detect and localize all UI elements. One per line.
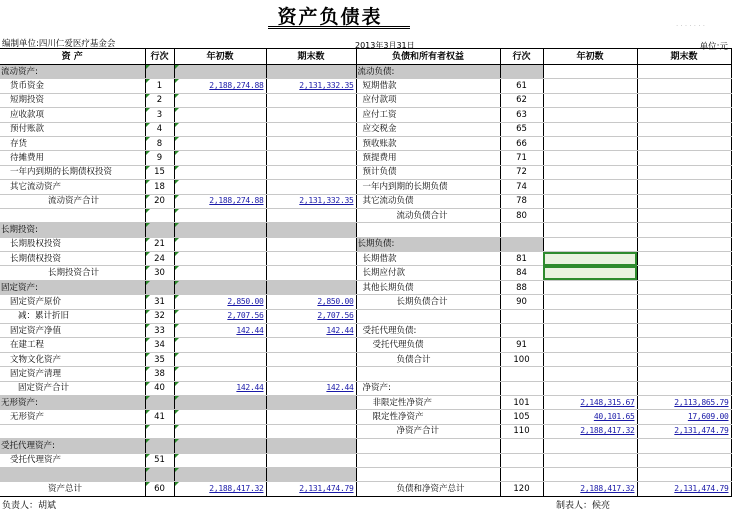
liability-line-no[interactable]: [500, 381, 543, 395]
liability-line-no[interactable]: 65: [500, 122, 543, 136]
liability-label[interactable]: 长期应付款: [356, 266, 500, 280]
asset-begin-value[interactable]: [174, 367, 266, 381]
liability-label[interactable]: [356, 367, 500, 381]
asset-line-no[interactable]: 2: [145, 93, 174, 107]
liability-end-value[interactable]: [637, 352, 731, 366]
asset-label[interactable]: 固定资产清理: [0, 367, 145, 381]
liability-label[interactable]: 限定性净资产: [356, 410, 500, 424]
liability-line-no[interactable]: 101: [500, 395, 543, 409]
asset-begin-value[interactable]: [174, 395, 266, 409]
liability-label[interactable]: 其它流动负债: [356, 194, 500, 208]
asset-end-value[interactable]: [266, 252, 356, 266]
asset-label[interactable]: 在建工程: [0, 338, 145, 352]
asset-begin-value[interactable]: [174, 237, 266, 251]
liability-label[interactable]: 其他长期负债: [356, 280, 500, 294]
table-row: [0, 237, 731, 251]
asset-label[interactable]: [0, 467, 145, 481]
table-row: [0, 151, 731, 165]
asset-line-no[interactable]: 41: [145, 410, 174, 424]
liability-label[interactable]: 净资产:: [356, 381, 500, 395]
liability-label[interactable]: 非限定性净资产: [356, 395, 500, 409]
liability-end-value[interactable]: [637, 136, 731, 150]
liability-begin-value[interactable]: [543, 136, 637, 150]
liability-line-no[interactable]: 63: [500, 108, 543, 122]
asset-begin-value[interactable]: [174, 122, 266, 136]
liability-label[interactable]: [356, 439, 500, 453]
asset-begin-value[interactable]: [174, 467, 266, 481]
asset-label[interactable]: 无形资产: [0, 410, 145, 424]
asset-begin-value[interactable]: 2,188,274.88: [174, 194, 266, 208]
balance-sheet-table: [0, 48, 732, 497]
liability-line-no[interactable]: 61: [500, 79, 543, 93]
asset-label[interactable]: 短期投资: [0, 93, 145, 107]
asset-label[interactable]: 一年内到期的长期债权投资: [0, 165, 145, 179]
liability-begin-value[interactable]: [543, 223, 637, 237]
title-underline-2: [268, 28, 410, 29]
liability-label[interactable]: 净资产合计: [356, 424, 500, 438]
footer-preparer: 制表人：候亮: [556, 501, 611, 511]
liability-end-value[interactable]: [637, 165, 731, 179]
asset-label[interactable]: 存货: [0, 136, 145, 150]
asset-label[interactable]: 流动资产合计: [0, 194, 145, 208]
asset-begin-value[interactable]: [174, 93, 266, 107]
liability-begin-value[interactable]: [543, 367, 637, 381]
liability-begin-value[interactable]: [543, 252, 637, 266]
liability-end-value[interactable]: [637, 381, 731, 395]
table-row: [0, 381, 731, 395]
table-row: [0, 223, 731, 237]
liability-end-value[interactable]: 2,131,474.79: [637, 482, 731, 496]
asset-label[interactable]: 长期股权投资: [0, 237, 145, 251]
liability-end-value[interactable]: [637, 93, 731, 107]
table-row: [0, 165, 731, 179]
asset-begin-value[interactable]: [174, 223, 266, 237]
asset-begin-value[interactable]: 2,188,274.88: [174, 79, 266, 93]
asset-label[interactable]: 减：累计折旧: [0, 309, 145, 323]
asset-end-value[interactable]: 2,707.56: [266, 309, 356, 323]
org-label: 编制单位:四川仁爱医疗基金会: [2, 39, 116, 49]
liability-line-no[interactable]: [500, 237, 543, 251]
asset-end-value[interactable]: [266, 410, 356, 424]
asset-line-no[interactable]: [145, 65, 174, 79]
asset-begin-value[interactable]: [174, 410, 266, 424]
table-row: [0, 453, 731, 467]
asset-line-no[interactable]: [145, 467, 174, 481]
liability-begin-value[interactable]: [543, 266, 637, 280]
liability-begin-value[interactable]: [543, 65, 637, 79]
liability-end-value[interactable]: [637, 208, 731, 222]
liability-line-no[interactable]: 71: [500, 151, 543, 165]
liability-end-value[interactable]: [637, 338, 731, 352]
liability-end-value[interactable]: 2,113,865.79: [637, 395, 731, 409]
unit-label: 单位:元: [699, 42, 728, 52]
liability-end-value[interactable]: 2,131,474.79: [637, 424, 731, 438]
asset-label[interactable]: 其它流动资产: [0, 180, 145, 194]
asset-end-value[interactable]: 142.44: [266, 324, 356, 338]
asset-label[interactable]: 固定资产净值: [0, 324, 145, 338]
asset-line-no[interactable]: [145, 208, 174, 222]
liability-line-no[interactable]: [500, 309, 543, 323]
asset-end-value[interactable]: 2,131,332.35: [266, 79, 356, 93]
liability-line-no[interactable]: [500, 65, 543, 79]
asset-line-no[interactable]: 33: [145, 324, 174, 338]
table-row: [0, 424, 731, 438]
table-row: [0, 439, 731, 453]
liability-label[interactable]: 预计负债: [356, 165, 500, 179]
header-end: 期末数: [266, 49, 356, 65]
asset-line-no[interactable]: 15: [145, 165, 174, 179]
title-underline: [268, 26, 410, 27]
liability-line-no[interactable]: [500, 324, 543, 338]
liability-end-value[interactable]: [637, 151, 731, 165]
asset-end-value[interactable]: [266, 237, 356, 251]
asset-line-no[interactable]: 24: [145, 252, 174, 266]
liability-label[interactable]: 长期负债合计: [356, 295, 500, 309]
liability-begin-value[interactable]: [543, 194, 637, 208]
liability-end-value[interactable]: [637, 266, 731, 280]
asset-end-value[interactable]: [266, 223, 356, 237]
liability-line-no[interactable]: 100: [500, 352, 543, 366]
liability-label[interactable]: 长期负债:: [356, 237, 500, 251]
liability-end-value[interactable]: [637, 467, 731, 481]
asset-line-no[interactable]: [145, 223, 174, 237]
asset-label[interactable]: [0, 208, 145, 222]
table-row: [0, 367, 731, 381]
table-row: [0, 338, 731, 352]
asset-end-value[interactable]: [266, 180, 356, 194]
liability-line-no[interactable]: [500, 453, 543, 467]
asset-line-no[interactable]: 8: [145, 136, 174, 150]
liability-end-value[interactable]: [637, 180, 731, 194]
table-row: [0, 266, 731, 280]
table-row: [0, 309, 731, 323]
asset-line-no[interactable]: 4: [145, 122, 174, 136]
asset-line-no[interactable]: 18: [145, 180, 174, 194]
liability-label[interactable]: 负债合计: [356, 352, 500, 366]
liability-end-value[interactable]: [637, 367, 731, 381]
asset-end-value[interactable]: [266, 208, 356, 222]
asset-begin-value[interactable]: 142.44: [174, 324, 266, 338]
table-row: [0, 482, 731, 496]
asset-label[interactable]: 固定资产:: [0, 280, 145, 294]
liability-label[interactable]: 长期借款: [356, 252, 500, 266]
asset-label[interactable]: 长期债权投资: [0, 252, 145, 266]
liability-label[interactable]: 受托代理负债: [356, 338, 500, 352]
liability-begin-value[interactable]: [543, 295, 637, 309]
asset-begin-value[interactable]: 2,188,417.32: [174, 482, 266, 496]
liability-line-no[interactable]: 62: [500, 93, 543, 107]
liability-line-no[interactable]: [500, 367, 543, 381]
asset-begin-value[interactable]: [174, 180, 266, 194]
liability-line-no[interactable]: 78: [500, 194, 543, 208]
liability-end-value[interactable]: [637, 194, 731, 208]
asset-line-no[interactable]: 31: [145, 295, 174, 309]
asset-begin-value[interactable]: [174, 280, 266, 294]
table-row: [0, 467, 731, 481]
asset-end-value[interactable]: 2,850.00: [266, 295, 356, 309]
liability-begin-value[interactable]: [543, 93, 637, 107]
header-line-no: 行次: [145, 49, 174, 65]
liability-end-value[interactable]: [637, 108, 731, 122]
asset-line-no[interactable]: 1: [145, 79, 174, 93]
asset-end-value[interactable]: 142.44: [266, 381, 356, 395]
liability-line-no[interactable]: [500, 223, 543, 237]
liability-label[interactable]: 流动负债:: [356, 65, 500, 79]
asset-begin-value[interactable]: [174, 108, 266, 122]
liability-begin-value[interactable]: [543, 122, 637, 136]
liability-label[interactable]: 短期借款: [356, 79, 500, 93]
header-begin-right: 年初数: [543, 49, 637, 65]
asset-end-value[interactable]: [266, 453, 356, 467]
liability-begin-value[interactable]: [543, 280, 637, 294]
asset-line-no[interactable]: 38: [145, 367, 174, 381]
liability-begin-value[interactable]: [543, 208, 637, 222]
liability-end-value[interactable]: [637, 309, 731, 323]
liability-begin-value[interactable]: [543, 165, 637, 179]
liability-label[interactable]: 受托代理负债:: [356, 324, 500, 338]
liability-begin-value[interactable]: [543, 237, 637, 251]
asset-end-value[interactable]: [266, 338, 356, 352]
table-row: [0, 93, 731, 107]
page-title: 资产负债表: [277, 6, 383, 28]
liability-line-no[interactable]: 120: [500, 482, 543, 496]
liability-end-value[interactable]: [637, 65, 731, 79]
liability-line-no[interactable]: 88: [500, 280, 543, 294]
faint-text: · · · · · · ·: [676, 22, 705, 30]
asset-begin-value[interactable]: [174, 65, 266, 79]
liability-begin-value[interactable]: 2,188,417.32: [543, 482, 637, 496]
asset-end-value[interactable]: [266, 424, 356, 438]
liability-label[interactable]: 流动负债合计: [356, 208, 500, 222]
asset-end-value[interactable]: [266, 136, 356, 150]
liability-begin-value[interactable]: [543, 352, 637, 366]
liability-begin-value[interactable]: [543, 108, 637, 122]
table-row: [0, 180, 731, 194]
asset-line-no[interactable]: [145, 439, 174, 453]
liability-begin-value[interactable]: [543, 381, 637, 395]
asset-label[interactable]: 无形资产:: [0, 395, 145, 409]
liability-line-no[interactable]: 72: [500, 165, 543, 179]
asset-end-value[interactable]: [266, 266, 356, 280]
liability-begin-value[interactable]: [543, 151, 637, 165]
asset-end-value[interactable]: 2,131,474.79: [266, 482, 356, 496]
liability-line-no[interactable]: 81: [500, 252, 543, 266]
asset-label[interactable]: 固定资产合计: [0, 381, 145, 395]
liability-label[interactable]: [356, 223, 500, 237]
liability-end-value[interactable]: [637, 439, 731, 453]
asset-begin-value[interactable]: 2,707.56: [174, 309, 266, 323]
asset-line-no[interactable]: 40: [145, 381, 174, 395]
asset-line-no[interactable]: 34: [145, 338, 174, 352]
asset-begin-value[interactable]: 2,850.00: [174, 295, 266, 309]
liability-begin-value[interactable]: 2,188,417.32: [543, 424, 637, 438]
liability-line-no[interactable]: 110: [500, 424, 543, 438]
liability-begin-value[interactable]: [543, 467, 637, 481]
liability-label[interactable]: 应交税金: [356, 122, 500, 136]
liability-end-value[interactable]: [637, 223, 731, 237]
liability-end-value[interactable]: [637, 324, 731, 338]
asset-begin-value[interactable]: [174, 252, 266, 266]
table-row: [0, 252, 731, 266]
asset-begin-value[interactable]: [174, 453, 266, 467]
liability-line-no[interactable]: 91: [500, 338, 543, 352]
asset-line-no[interactable]: 20: [145, 194, 174, 208]
asset-begin-value[interactable]: [174, 338, 266, 352]
asset-label[interactable]: [0, 424, 145, 438]
footer-responsible: 负责人：胡斌: [2, 501, 57, 511]
liability-label[interactable]: 一年内到期的长期负债: [356, 180, 500, 194]
asset-label[interactable]: 应收款项: [0, 108, 145, 122]
liability-label[interactable]: 负债和净资产总计: [356, 482, 500, 496]
liability-begin-value[interactable]: [543, 324, 637, 338]
liability-end-value[interactable]: 17,609.00: [637, 410, 731, 424]
table-row: [0, 65, 731, 79]
asset-line-no[interactable]: 35: [145, 352, 174, 366]
liability-end-value[interactable]: [637, 280, 731, 294]
asset-label[interactable]: 流动资产:: [0, 65, 145, 79]
asset-line-no[interactable]: 32: [145, 309, 174, 323]
asset-begin-value[interactable]: [174, 352, 266, 366]
liability-begin-value[interactable]: [543, 79, 637, 93]
table-row: [0, 295, 731, 309]
asset-label[interactable]: 受托代理资产: [0, 453, 145, 467]
asset-end-value[interactable]: [266, 352, 356, 366]
table-row: [0, 194, 731, 208]
liability-end-value[interactable]: [637, 237, 731, 251]
asset-label[interactable]: 文物文化资产: [0, 352, 145, 366]
liability-line-no[interactable]: [500, 467, 543, 481]
asset-line-no[interactable]: 3: [145, 108, 174, 122]
asset-end-value[interactable]: [266, 280, 356, 294]
table-row: [0, 79, 731, 93]
liability-begin-value[interactable]: [543, 453, 637, 467]
asset-label[interactable]: 预付账款: [0, 122, 145, 136]
liability-begin-value[interactable]: [543, 338, 637, 352]
asset-begin-value[interactable]: [174, 165, 266, 179]
liability-label[interactable]: 预收账款: [356, 136, 500, 150]
liability-begin-value[interactable]: 2,148,315.67: [543, 395, 637, 409]
liability-label[interactable]: [356, 309, 500, 323]
asset-end-value[interactable]: [266, 65, 356, 79]
liability-line-no[interactable]: 90: [500, 295, 543, 309]
liability-label[interactable]: 应付工资: [356, 108, 500, 122]
asset-begin-value[interactable]: [174, 151, 266, 165]
liability-begin-value[interactable]: [543, 309, 637, 323]
asset-label[interactable]: 货币资金: [0, 79, 145, 93]
liability-line-no[interactable]: 74: [500, 180, 543, 194]
asset-label[interactable]: 待摊费用: [0, 151, 145, 165]
asset-line-no[interactable]: [145, 395, 174, 409]
table-row: [0, 395, 731, 409]
table-row: [0, 136, 731, 150]
liability-line-no[interactable]: 66: [500, 136, 543, 150]
table-row: [0, 108, 731, 122]
asset-label[interactable]: 资产总计: [0, 482, 145, 496]
asset-end-value[interactable]: [266, 467, 356, 481]
table-header-row: [0, 49, 731, 65]
asset-label[interactable]: 长期投资合计: [0, 266, 145, 280]
asset-end-value[interactable]: [266, 165, 356, 179]
asset-end-value[interactable]: [266, 367, 356, 381]
asset-begin-value[interactable]: [174, 136, 266, 150]
asset-begin-value[interactable]: 142.44: [174, 381, 266, 395]
liability-label[interactable]: 应付款项: [356, 93, 500, 107]
table-row: [0, 410, 731, 424]
liability-begin-value[interactable]: 40,101.65: [543, 410, 637, 424]
asset-end-value[interactable]: 2,131,332.35: [266, 194, 356, 208]
header-begin: 年初数: [174, 49, 266, 65]
liability-end-value[interactable]: [637, 453, 731, 467]
table-row: [0, 352, 731, 366]
table-row: [0, 208, 731, 222]
liability-line-no[interactable]: [500, 439, 543, 453]
header-line-no-right: 行次: [500, 49, 543, 65]
table-row: [0, 324, 731, 338]
asset-end-value[interactable]: [266, 151, 356, 165]
table-row: [0, 280, 731, 294]
liability-label[interactable]: [356, 453, 500, 467]
liability-line-no[interactable]: 105: [500, 410, 543, 424]
liability-end-value[interactable]: [637, 295, 731, 309]
asset-begin-value[interactable]: [174, 266, 266, 280]
asset-end-value[interactable]: [266, 108, 356, 122]
liability-end-value[interactable]: [637, 79, 731, 93]
header-asset: 资 产: [0, 49, 145, 65]
liability-end-value[interactable]: [637, 252, 731, 266]
asset-line-no[interactable]: [145, 280, 174, 294]
asset-end-value[interactable]: [266, 439, 356, 453]
asset-label[interactable]: 固定资产原价: [0, 295, 145, 309]
asset-end-value[interactable]: [266, 395, 356, 409]
asset-label[interactable]: 长期投资:: [0, 223, 145, 237]
asset-end-value[interactable]: [266, 93, 356, 107]
asset-label[interactable]: 受托代理资产:: [0, 439, 145, 453]
asset-line-no[interactable]: 51: [145, 453, 174, 467]
asset-line-no[interactable]: 60: [145, 482, 174, 496]
liability-begin-value[interactable]: [543, 439, 637, 453]
liability-line-no[interactable]: 84: [500, 266, 543, 280]
report-date: 2013年3月31日: [355, 41, 415, 50]
asset-begin-value[interactable]: [174, 424, 266, 438]
asset-line-no[interactable]: 21: [145, 237, 174, 251]
liability-label[interactable]: 预提费用: [356, 151, 500, 165]
asset-line-no[interactable]: 30: [145, 266, 174, 280]
asset-line-no[interactable]: 9: [145, 151, 174, 165]
liability-line-no[interactable]: 80: [500, 208, 543, 222]
asset-end-value[interactable]: [266, 122, 356, 136]
liability-end-value[interactable]: [637, 122, 731, 136]
liability-begin-value[interactable]: [543, 180, 637, 194]
asset-begin-value[interactable]: [174, 208, 266, 222]
asset-begin-value[interactable]: [174, 439, 266, 453]
header-liability: 负债和所有者权益: [356, 49, 500, 65]
table-row: [0, 122, 731, 136]
header-end-right: 期末数: [637, 49, 731, 65]
liability-label[interactable]: [356, 467, 500, 481]
asset-line-no[interactable]: [145, 424, 174, 438]
